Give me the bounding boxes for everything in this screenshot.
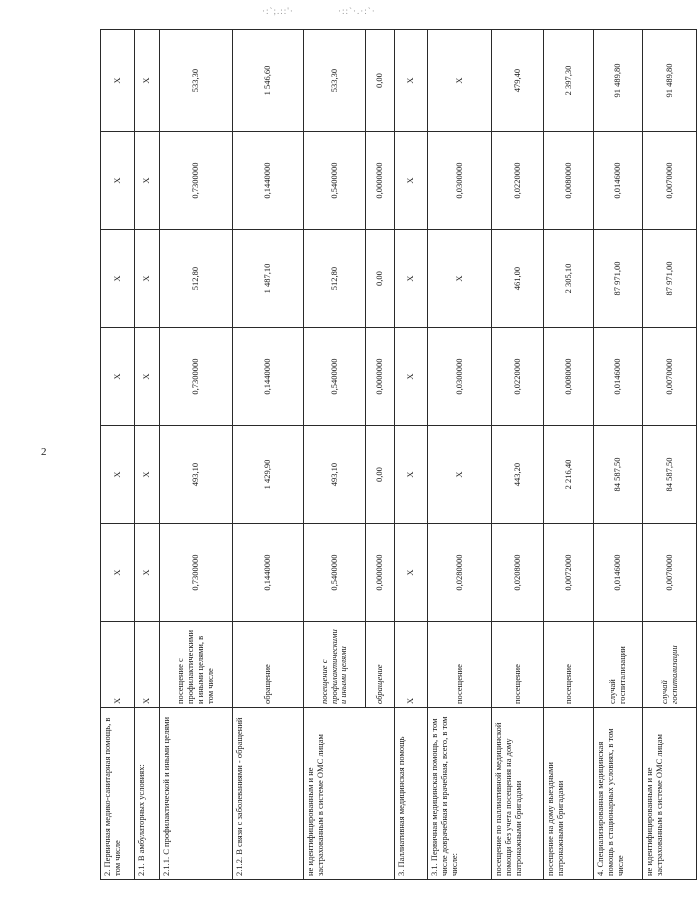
- row-value: 0,5400000: [304, 328, 366, 426]
- row-value: 0,0300000: [428, 328, 492, 426]
- table-row: [101, 30, 135, 880]
- row-unit: Х: [101, 622, 135, 708]
- row-unit: посещение: [428, 622, 492, 708]
- row-value: 0,0072000: [544, 524, 594, 622]
- table-row: [160, 30, 233, 880]
- row-value: Х: [135, 230, 160, 328]
- row-value: 443,20: [492, 426, 544, 524]
- row-unit: случай госпитализации: [594, 622, 643, 708]
- row-value: 0,0070000: [643, 524, 697, 622]
- row-unit: посещение: [492, 622, 544, 708]
- rotated-table-container: [100, 30, 679, 880]
- row-name: посещение по паллиативной медицинской помощи без учета посещения на дому патронажными бригадами: [492, 708, 544, 880]
- row-unit: обращение: [233, 622, 304, 708]
- row-value: 0,0146000: [594, 328, 643, 426]
- row-value: 0,0080000: [544, 328, 594, 426]
- row-name: 4. Специализированная медицинская помощь в стационарных условиях, в том числе: [594, 708, 643, 880]
- row-value: 533,30: [160, 30, 233, 132]
- table-row: [395, 30, 428, 880]
- row-name: 2.1.2. В связи с заболеваниями - обращений: [233, 708, 304, 880]
- row-value: 493,10: [304, 426, 366, 524]
- row-value: Х: [395, 524, 428, 622]
- table-row: [492, 30, 544, 880]
- row-value: Х: [428, 230, 492, 328]
- row-value: Х: [135, 30, 160, 132]
- page-number: 2: [41, 446, 47, 458]
- row-name: не идентифицированным и не застрахованным в системе ОМС лицам: [643, 708, 697, 880]
- row-value: 0,0146000: [594, 132, 643, 230]
- row-name: посещение на дому выездными патронажными бригадами: [544, 708, 594, 880]
- row-value: 479,40: [492, 30, 544, 132]
- table-row: [544, 30, 594, 880]
- row-value: 87 971,00: [594, 230, 643, 328]
- row-value: 0,0070000: [643, 132, 697, 230]
- row-unit: посещение: [544, 622, 594, 708]
- row-unit: Х: [395, 622, 428, 708]
- row-value: 461,00: [492, 230, 544, 328]
- row-value: 1 487,10: [233, 230, 304, 328]
- row-name: 2. Первичная медико-санитарная помощь, в том числе: [101, 708, 135, 880]
- row-value: 91 489,80: [643, 30, 697, 132]
- row-value: 1 429,90: [233, 426, 304, 524]
- row-value: 493,10: [160, 426, 233, 524]
- row-value: 0,00: [366, 426, 395, 524]
- row-value: Х: [101, 426, 135, 524]
- row-value: 0,0220000: [492, 132, 544, 230]
- row-value: 0,0208000: [492, 524, 544, 622]
- row-value: 84 587,50: [594, 426, 643, 524]
- table-row: [135, 30, 160, 880]
- row-value: Х: [428, 426, 492, 524]
- row-value: 0,0000000: [366, 524, 395, 622]
- row-value: 0,1440000: [233, 328, 304, 426]
- row-name: 3.1. Первичная медицинская помощь, в том числе доврачебная и врачебная, всего, в том числе:: [428, 708, 492, 880]
- row-unit: случай госпитализации: [643, 622, 697, 708]
- row-unit: обращение: [366, 622, 395, 708]
- row-value: 0,0220000: [492, 328, 544, 426]
- row-value: 0,5400000: [304, 524, 366, 622]
- row-value: Х: [101, 328, 135, 426]
- row-value: 0,0000000: [366, 328, 395, 426]
- row-value: Х: [101, 30, 135, 132]
- row-value: 84 587,50: [643, 426, 697, 524]
- row-unit: посещение с профилактическими и иными целями, в том числе: [160, 622, 233, 708]
- row-unit: Х: [135, 622, 160, 708]
- row-value: Х: [395, 230, 428, 328]
- row-value: 0,0300000: [428, 132, 492, 230]
- row-value: 2 305,10: [544, 230, 594, 328]
- row-value: 0,7300000: [160, 132, 233, 230]
- row-value: Х: [101, 230, 135, 328]
- row-value: Х: [395, 132, 428, 230]
- row-value: 91 489,80: [594, 30, 643, 132]
- table-row: [594, 30, 643, 880]
- row-value: 2 397,30: [544, 30, 594, 132]
- row-value: Х: [428, 30, 492, 132]
- row-value: 512,80: [304, 230, 366, 328]
- row-value: 2 216,40: [544, 426, 594, 524]
- scan-artifact-right: ·::`·.·:`·: [338, 6, 376, 16]
- row-value: 0,0146000: [594, 524, 643, 622]
- tariff-table: [100, 29, 697, 880]
- row-value: Х: [135, 328, 160, 426]
- row-value: Х: [135, 426, 160, 524]
- row-value: 0,00: [366, 230, 395, 328]
- row-value: Х: [135, 524, 160, 622]
- row-value: 0,0280000: [428, 524, 492, 622]
- table-row: [304, 30, 366, 880]
- row-name: 2.1. В амбулаторных условиях:: [135, 708, 160, 880]
- row-value: 533,30: [304, 30, 366, 132]
- row-value: Х: [395, 328, 428, 426]
- row-value: 0,7300000: [160, 328, 233, 426]
- row-value: 0,0000000: [366, 132, 395, 230]
- row-value: 1 546,60: [233, 30, 304, 132]
- row-name: 2.1.1. С профилактической и иными целями: [160, 708, 233, 880]
- row-value: Х: [135, 132, 160, 230]
- row-value: 0,00: [366, 30, 395, 132]
- table-row: [233, 30, 304, 880]
- row-value: 512,80: [160, 230, 233, 328]
- row-value: Х: [101, 524, 135, 622]
- row-unit: посещение с профилактическими и иными целями: [304, 622, 366, 708]
- table-row: [428, 30, 492, 880]
- table-row: [643, 30, 697, 880]
- row-value: Х: [395, 30, 428, 132]
- row-value: 0,1440000: [233, 524, 304, 622]
- row-value: Х: [395, 426, 428, 524]
- row-value: Х: [101, 132, 135, 230]
- row-value: 87 971,00: [643, 230, 697, 328]
- row-name: 3. Паллиативная медицинская помощь: [395, 708, 428, 880]
- row-name: не идентифицированным и не застрахованным в системе ОМС лицам: [304, 708, 395, 880]
- row-value: 0,0070000: [643, 328, 697, 426]
- scan-artifact-left: ·:`;.::'·: [262, 6, 294, 16]
- row-value: 0,0080000: [544, 132, 594, 230]
- row-value: 0,7300000: [160, 524, 233, 622]
- row-value: 0,5400000: [304, 132, 366, 230]
- row-value: 0,1440000: [233, 132, 304, 230]
